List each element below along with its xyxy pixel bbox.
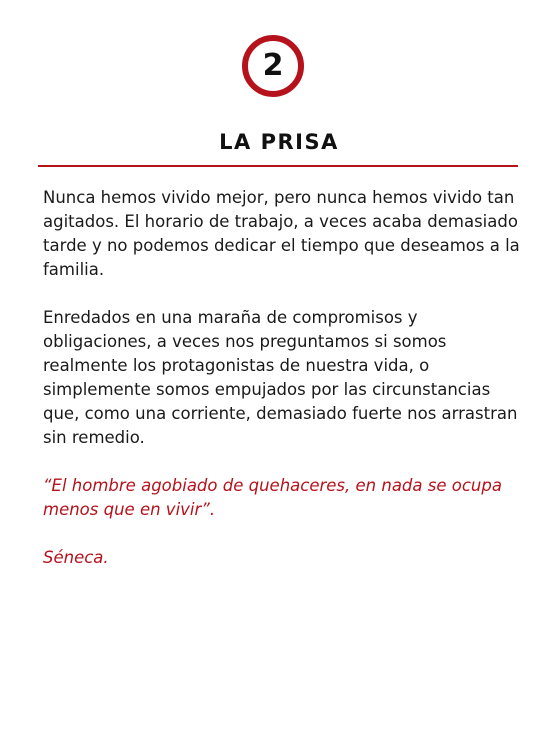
page-title: LA PRISA bbox=[219, 130, 339, 154]
paragraph: Enredados en una maraña de compromisos y obligaciones, a veces nos preguntamos si somos realmente los protagonistas de nuestra vida, o simplemente somos empujados por las circunstancias que, como una corriente, demasiado fuerte nos arrastran sin remedio. bbox=[43, 308, 518, 447]
title-divider bbox=[38, 165, 518, 167]
number-badge bbox=[242, 35, 304, 97]
badge-number: 2 bbox=[262, 48, 284, 83]
quote: “El hombre agobiado de quehaceres, en nada se ocupa menos que en vivir”. bbox=[43, 476, 502, 519]
paragraph: Nunca hemos vivido mejor, pero nunca hemos vivido tan agitados. El horario de trabajo, a veces acaba demasiado tarde y no podemos dedicar el tiempo que deseamos a la familia. bbox=[43, 188, 520, 279]
body-text bbox=[43, 186, 521, 594]
quote-author: Séneca. bbox=[43, 548, 109, 567]
